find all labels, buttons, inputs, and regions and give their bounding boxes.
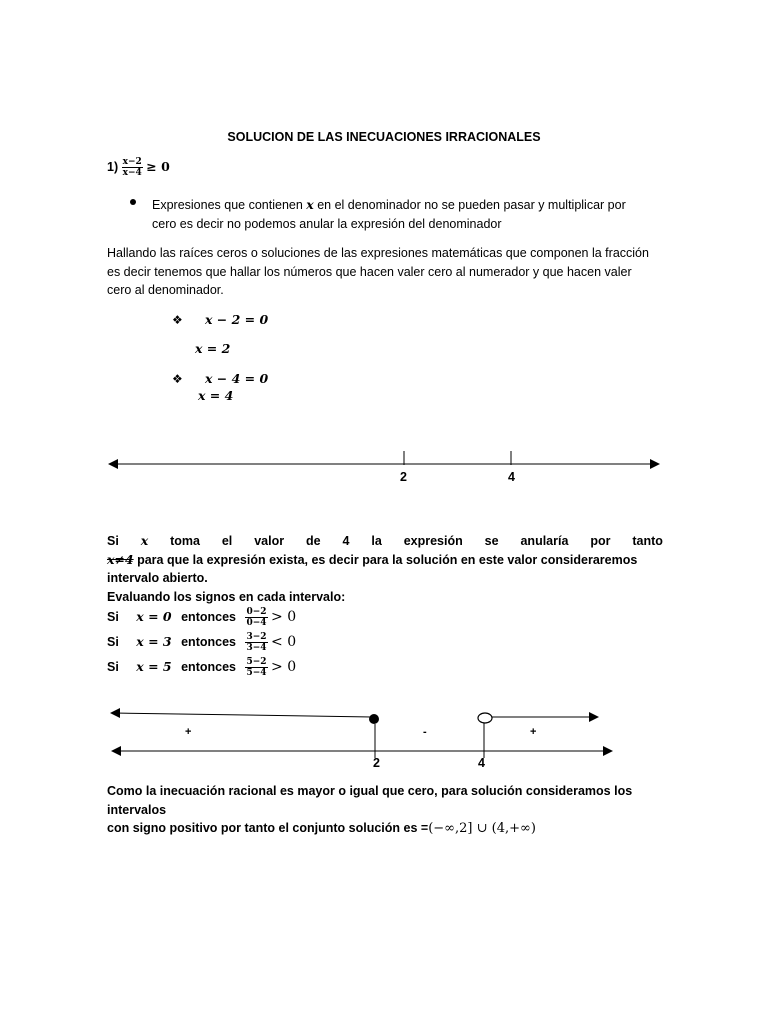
- paragraph-line: Como la inecuación racional es mayor o igual que cero, para solución consideramos los intervalos: [107, 784, 633, 817]
- tick-label-2: 2: [400, 470, 407, 484]
- bullet-line-1a: Expresiones que contienen: [152, 198, 307, 212]
- word: de: [306, 534, 321, 548]
- paragraph-open-interval: [107, 532, 663, 606]
- paragraph-conclusion: [107, 782, 663, 839]
- eval-equation: x = 5: [136, 658, 172, 674]
- bullet-line-1: [152, 196, 652, 215]
- paragraph-line: [107, 819, 663, 839]
- eval-relation: > 0: [271, 658, 297, 675]
- bullet-line-1b: en el denominador no se pueden pasar y multiplicar por: [313, 198, 626, 212]
- diamond-bullet-icon: ❖: [172, 313, 183, 327]
- word: anularía: [520, 534, 569, 548]
- paragraph-roots: [107, 244, 663, 300]
- fraction-numerator: 0−2: [246, 607, 267, 617]
- open-point-icon: [478, 713, 492, 723]
- eval-entonces: entonces: [181, 659, 236, 674]
- fraction-numerator: 3−2: [246, 632, 267, 642]
- eval-equation: x = 3: [136, 633, 172, 649]
- number-line-1: [108, 451, 660, 469]
- evaluation-row: [107, 632, 296, 653]
- fraction-denominator: 0−4: [246, 618, 267, 628]
- evaluation-row: [107, 657, 296, 678]
- root-solution-1: x = 2: [195, 341, 231, 356]
- word: expresión: [403, 534, 463, 548]
- eval-fraction: [245, 657, 267, 678]
- strikethrough-condition: x≠4: [107, 551, 134, 567]
- sign-middle: -: [423, 726, 427, 738]
- word: Si: [107, 534, 119, 548]
- eval-fraction: [245, 607, 267, 628]
- word: el: [221, 534, 233, 548]
- arrow-left-icon: [108, 459, 118, 469]
- tick-label-4: 4: [508, 470, 515, 484]
- problem-statement: [107, 157, 170, 178]
- arrow-right-icon: [589, 712, 599, 722]
- solution-set: (−∞,2] ∪ (4,+∞): [428, 821, 536, 836]
- fraction-numerator: x−2: [122, 157, 142, 167]
- word: 4: [342, 534, 350, 548]
- sign-right: +: [530, 726, 537, 738]
- word: se: [484, 534, 499, 548]
- paragraph-line: Hallando las raíces ceros o soluciones de las expresiones matemáticas que componen la fracción: [107, 246, 649, 260]
- eval-entonces: entonces: [181, 609, 236, 624]
- root-equation-2: x − 4 = 0: [205, 371, 269, 386]
- word: por: [590, 534, 611, 548]
- word: la: [371, 534, 382, 548]
- eval-entonces: entonces: [181, 634, 236, 649]
- page-title: SOLUCION DE LAS INECUACIONES IRRACIONALES: [227, 130, 541, 144]
- paragraph-line: [107, 551, 663, 570]
- root-equation-1: x − 2 = 0: [205, 312, 269, 327]
- bullet-text: [152, 196, 652, 233]
- bullet-line-2: cero es decir no podemos anular la expresión del denominador: [152, 216, 502, 231]
- diamond-bullet-icon: ❖: [172, 372, 183, 386]
- arrow-right-icon: [603, 746, 613, 756]
- sign-left: +: [185, 726, 192, 738]
- arrow-right-icon: [650, 459, 660, 469]
- word: toma: [170, 534, 200, 548]
- bullet-dot-icon: [130, 199, 136, 205]
- arrow-left-icon: [111, 746, 121, 756]
- fraction-denominator: x−4: [122, 168, 142, 178]
- paragraph-line: Evaluando los signos en cada intervalo:: [107, 589, 346, 604]
- fraction-numerator: 5−2: [246, 657, 267, 667]
- eval-si: Si: [107, 609, 119, 624]
- eval-si: Si: [107, 659, 119, 674]
- eval-relation: > 0: [271, 608, 297, 625]
- eval-equation: x = 0: [136, 608, 172, 624]
- word-variable: x: [140, 533, 149, 548]
- eval-fraction: [245, 632, 267, 653]
- word: valor: [254, 534, 285, 548]
- root-solution-2: x = 4: [198, 388, 234, 403]
- bullet-variable: x: [306, 197, 314, 212]
- eval-si: Si: [107, 634, 119, 649]
- tick-label-4: 4: [478, 756, 485, 770]
- tick-label-2: 2: [373, 756, 380, 770]
- paragraph-line: cero al denominador.: [107, 283, 224, 297]
- arrow-left-icon: [110, 708, 120, 718]
- justified-line: [107, 532, 663, 551]
- conclusion-text: con signo positivo por tanto el conjunto solución es =: [107, 821, 429, 835]
- fraction-denominator: 3−4: [246, 643, 267, 653]
- problem-fraction: [122, 157, 143, 178]
- closed-point-icon: [369, 714, 379, 724]
- evaluation-row: [107, 607, 296, 628]
- paragraph-line-2-rest: para que la expresión exista, es decir para la solución en este valor consideraremos: [133, 552, 638, 567]
- eval-relation: < 0: [271, 633, 297, 650]
- paragraph-line: es decir tenemos que hallar los números que hacen valer cero al numerador y que hacen valer: [107, 264, 632, 279]
- fraction-denominator: 5−4: [246, 668, 267, 678]
- word: tanto: [632, 534, 663, 548]
- problem-relation: ≥ 0: [146, 158, 170, 174]
- paragraph-line: intervalo abierto.: [107, 571, 208, 585]
- problem-number: 1): [107, 159, 119, 174]
